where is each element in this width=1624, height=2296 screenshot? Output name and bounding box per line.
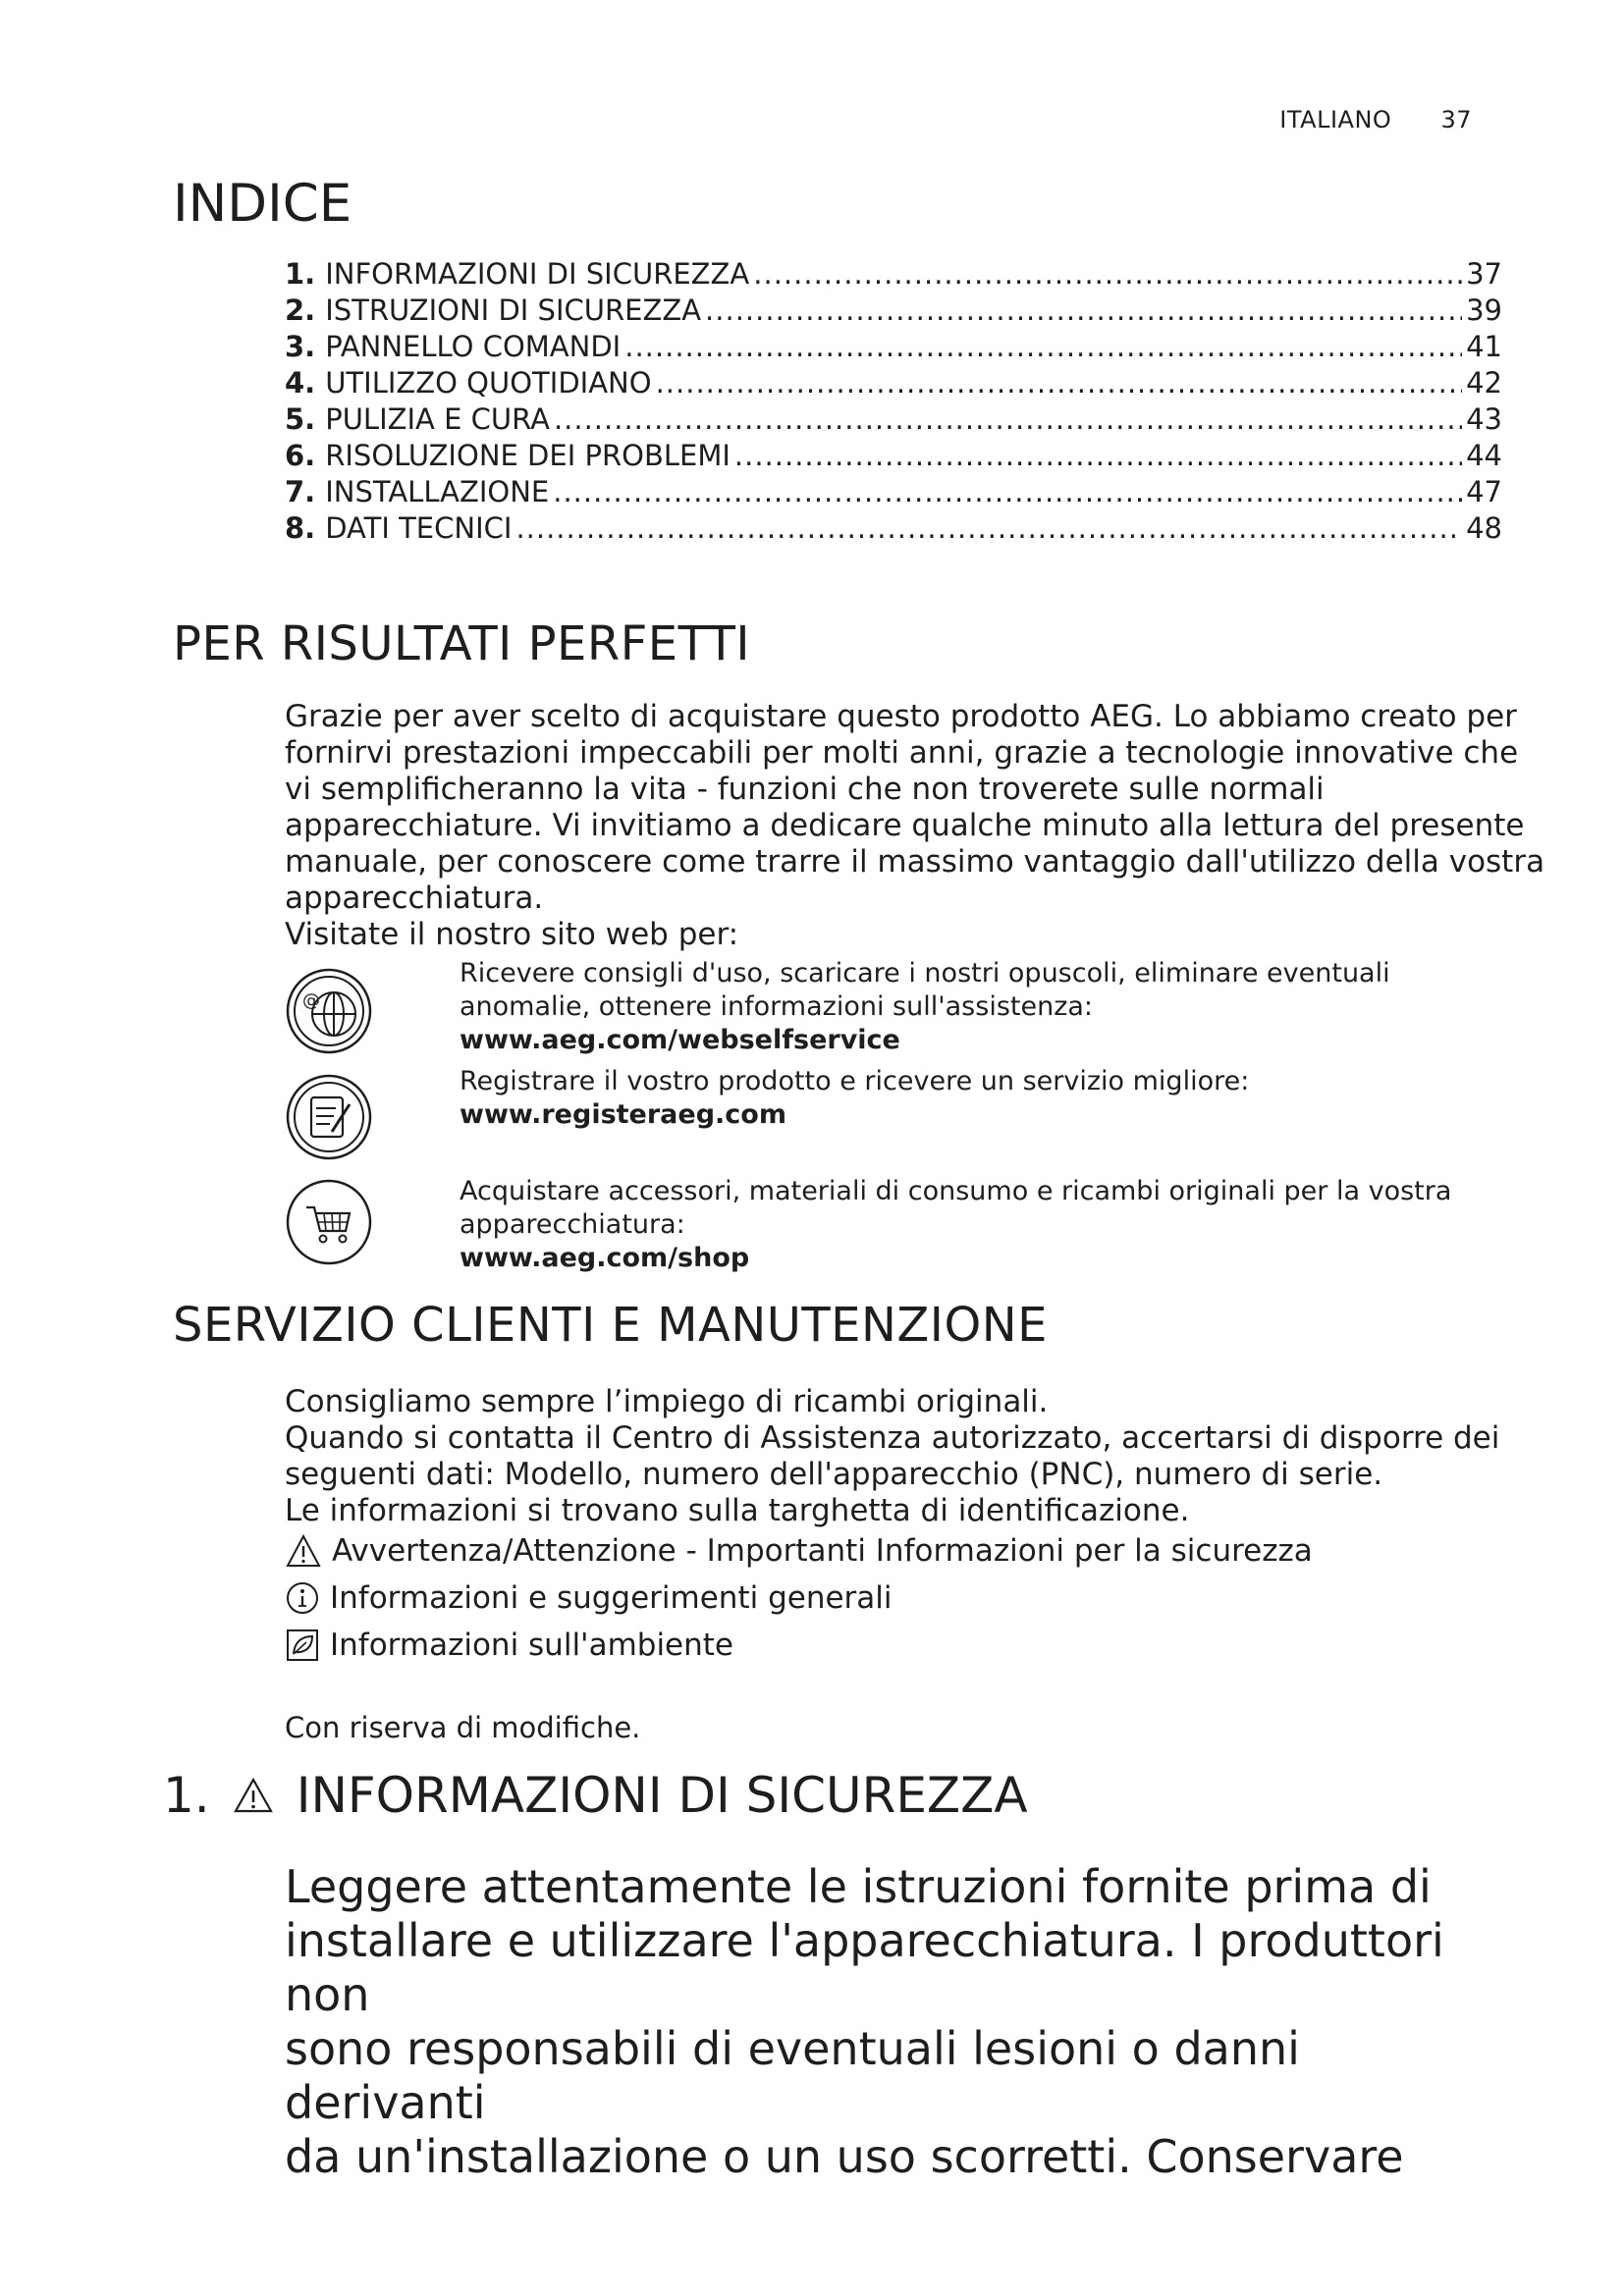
toc-entry-number: 2. bbox=[285, 294, 316, 327]
toc-entry-title: DATI TECNICI bbox=[325, 511, 513, 545]
text-line: vi semplificheranno la vita - funzioni che non troverete sulle normali bbox=[285, 772, 1325, 807]
registeraeg-link[interactable]: www.registeraeg.com bbox=[460, 1099, 786, 1130]
text-line: Grazie per aver scelto di acquistare questo prodotto AEG. Lo abbiamo creato per bbox=[285, 699, 1517, 734]
toc-entry-title: ISTRUZIONI DI SICUREZZA bbox=[325, 294, 702, 327]
toc-entry-page: 39 bbox=[1466, 294, 1502, 327]
text-line: Ricevere consigli d'uso, scaricare i nostri opuscoli, eliminare eventuali bbox=[460, 958, 1390, 988]
text-line: Registrare il vostro prodotto e ricevere un servizio migliore: bbox=[460, 1066, 1250, 1096]
web-shop-text bbox=[460, 1175, 1451, 1275]
toc-entry[interactable] bbox=[285, 439, 1502, 475]
text-line: da un'installazione o un uso scorretti. Conservare bbox=[285, 2130, 1404, 2183]
toc-entry-page: 44 bbox=[1466, 439, 1502, 472]
legend-warning bbox=[285, 1533, 1313, 1569]
toc-entry-number: 5. bbox=[285, 402, 316, 436]
info-icon bbox=[285, 1580, 320, 1616]
text-line: sono responsabili di eventuali lesioni o danni derivanti bbox=[285, 2022, 1300, 2129]
toc-entry-page: 48 bbox=[1466, 511, 1502, 545]
table-of-contents bbox=[285, 257, 1502, 548]
text-line: Consigliamo sempre l’impiego di ricambi originali. bbox=[285, 1384, 1049, 1419]
toc-entry[interactable] bbox=[285, 366, 1502, 402]
toc-entry[interactable] bbox=[285, 475, 1502, 511]
warning-triangle-icon bbox=[285, 1533, 322, 1569]
section-1-heading bbox=[163, 1767, 1028, 1824]
legend-text: Informazioni e suggerimenti generali bbox=[330, 1580, 893, 1616]
text-line: anomalie, ottenere informazioni sull'assistenza: bbox=[460, 991, 1094, 1022]
section-title-customer-service: SERVIZIO CLIENTI E MANUTENZIONE bbox=[173, 1298, 1048, 1353]
intro-paragraph bbox=[285, 699, 1544, 953]
text-line: Visitate il nostro sito web per: bbox=[285, 917, 739, 952]
svg-text:@: @ bbox=[302, 990, 320, 1011]
warning-triangle-icon bbox=[232, 1776, 275, 1815]
toc-leader-dots bbox=[753, 257, 1462, 291]
text-line: manuale, per conoscere come trarre il massimo vantaggio dall'utilizzo della vostra bbox=[285, 844, 1545, 880]
toc-entry[interactable] bbox=[285, 330, 1502, 366]
text-line: apparecchiatura: bbox=[460, 1209, 685, 1240]
toc-leader-dots bbox=[734, 439, 1462, 472]
modification-note: Con riserva di modifiche. bbox=[285, 1711, 641, 1744]
legend-text: Avvertenza/Attenzione - Importanti Informazioni per la sicurezza bbox=[332, 1533, 1313, 1569]
toc-entry-page: 47 bbox=[1466, 475, 1502, 508]
text-line: installare e utilizzare l'apparecchiatura. I produttori non bbox=[285, 1914, 1444, 2021]
shopping-cart-icon bbox=[285, 1178, 373, 1266]
toc-entry[interactable] bbox=[285, 294, 1502, 330]
text-line: fornirvi prestazioni impeccabili per molti anni, grazie a tecnologie innovative che bbox=[285, 735, 1519, 771]
toc-entry-title: PULIZIA E CURA bbox=[325, 402, 550, 436]
text-line: apparecchiature. Vi invitiamo a dedicare qualche minuto alla lettura del presente bbox=[285, 808, 1525, 843]
toc-entry[interactable] bbox=[285, 257, 1502, 294]
register-document-icon bbox=[285, 1073, 373, 1161]
webselfservice-link[interactable]: www.aeg.com/webselfservice bbox=[460, 1025, 900, 1055]
text-line: apparecchiatura. bbox=[285, 881, 544, 916]
toc-title: INDICE bbox=[173, 174, 352, 234]
toc-entry-title: INFORMAZIONI DI SICUREZZA bbox=[325, 257, 750, 291]
toc-entry[interactable] bbox=[285, 402, 1502, 439]
toc-leader-dots bbox=[624, 330, 1462, 363]
toc-leader-dots bbox=[656, 366, 1463, 400]
toc-leader-dots bbox=[554, 402, 1462, 436]
toc-entry-title: RISOLUZIONE DEI PROBLEMI bbox=[325, 439, 731, 472]
shop-link[interactable]: www.aeg.com/shop bbox=[460, 1243, 750, 1273]
legend-info bbox=[285, 1580, 893, 1616]
toc-entry-number: 4. bbox=[285, 366, 316, 400]
toc-entry-number: 7. bbox=[285, 475, 316, 508]
web-service-text bbox=[460, 957, 1390, 1057]
toc-leader-dots bbox=[515, 511, 1462, 545]
toc-entry-page: 41 bbox=[1466, 330, 1502, 363]
toc-entry-page: 43 bbox=[1466, 402, 1502, 436]
service-paragraph bbox=[285, 1384, 1499, 1529]
text-line: Leggere attentamente le istruzioni fornite prima di bbox=[285, 1860, 1432, 1913]
toc-entry-title: UTILIZZO QUOTIDIANO bbox=[325, 366, 652, 400]
toc-entry-number: 8. bbox=[285, 511, 316, 545]
safety-lead-paragraph bbox=[285, 1860, 1502, 2184]
page-number: 37 bbox=[1440, 106, 1472, 133]
language-label: ITALIANO bbox=[1279, 106, 1392, 133]
section-title-perfect-results: PER RISULTATI PERFETTI bbox=[173, 616, 751, 671]
web-globe-icon bbox=[285, 967, 373, 1055]
legend-text: Informazioni sull'ambiente bbox=[330, 1628, 734, 1663]
toc-leader-dots bbox=[553, 475, 1462, 508]
toc-entry[interactable] bbox=[285, 511, 1502, 548]
environment-leaf-icon bbox=[285, 1628, 320, 1663]
toc-leader-dots bbox=[705, 294, 1462, 327]
toc-entry-title: PANNELLO COMANDI bbox=[325, 330, 622, 363]
text-line: Quando si contatta il Centro di Assistenza autorizzato, accertarsi di disporre dei bbox=[285, 1420, 1500, 1456]
toc-entry-page: 37 bbox=[1466, 257, 1502, 291]
toc-entry-page: 42 bbox=[1466, 366, 1502, 400]
section-title: INFORMAZIONI DI SICUREZZA bbox=[296, 1767, 1028, 1824]
text-line: seguenti dati: Modello, numero dell'apparecchio (PNC), numero di serie. bbox=[285, 1457, 1383, 1492]
toc-entry-number: 1. bbox=[285, 257, 316, 291]
section-number: 1. bbox=[163, 1767, 210, 1824]
text-line: Le informazioni si trovano sulla targhetta di identificazione. bbox=[285, 1493, 1190, 1528]
page-header bbox=[1279, 106, 1472, 133]
web-register-text bbox=[460, 1065, 1249, 1132]
text-line: Acquistare accessori, materiali di consumo e ricambi originali per la vostra bbox=[460, 1176, 1452, 1206]
toc-entry-number: 3. bbox=[285, 330, 316, 363]
legend-environment bbox=[285, 1628, 733, 1663]
toc-entry-number: 6. bbox=[285, 439, 316, 472]
toc-entry-title: INSTALLAZIONE bbox=[325, 475, 550, 508]
